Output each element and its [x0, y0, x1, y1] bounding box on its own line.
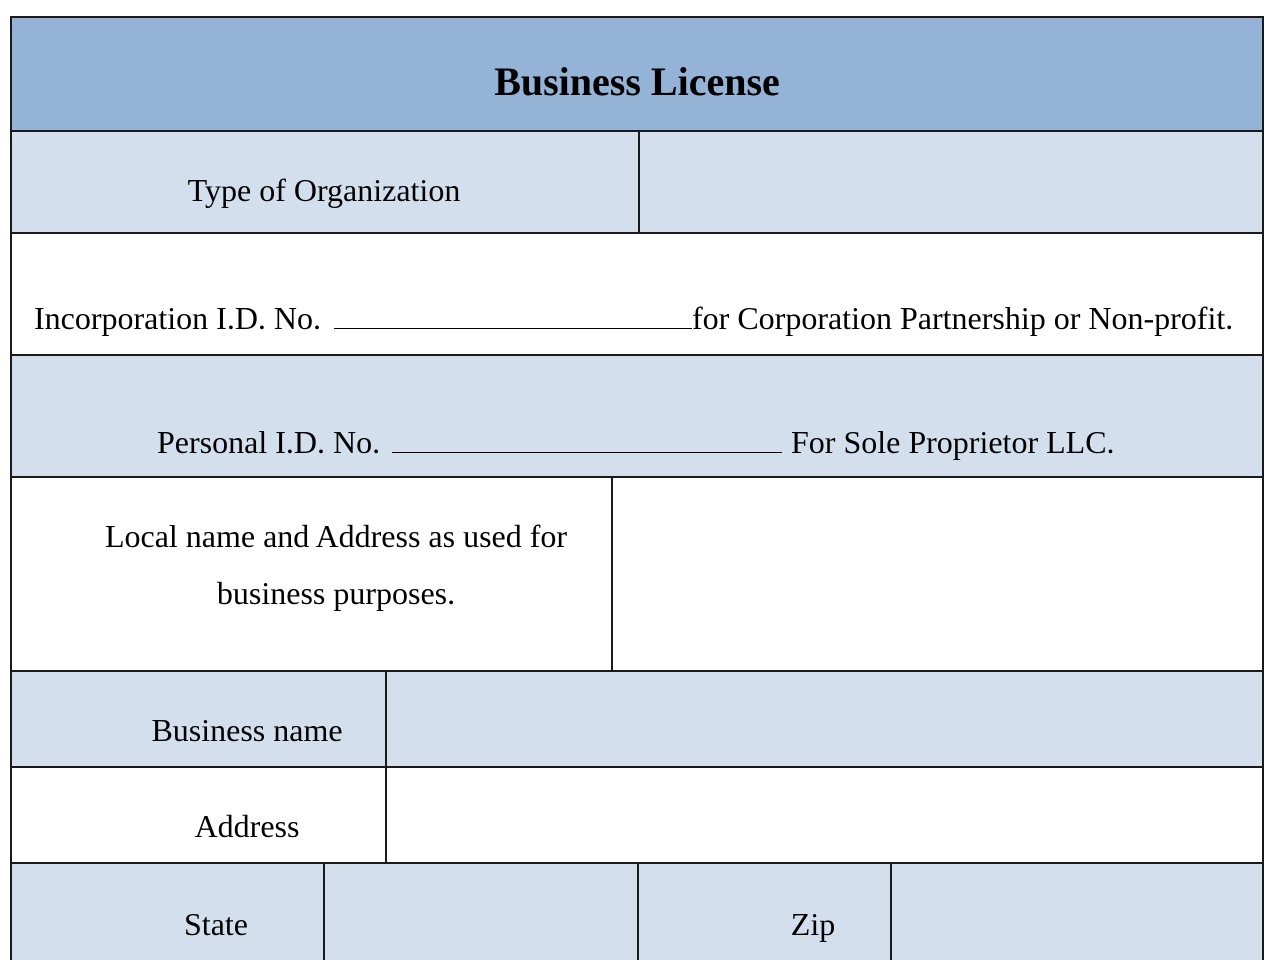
title-row	[10, 16, 1264, 132]
state-label: State	[184, 906, 248, 942]
state-field[interactable]	[323, 864, 639, 960]
business-name-label: Business name	[151, 712, 343, 748]
address-label: Address	[194, 808, 300, 844]
zip-label: Zip	[790, 906, 836, 942]
local-name-address-label-cell	[12, 478, 612, 670]
type-of-organization-row	[10, 132, 1264, 234]
state-zip-row	[10, 864, 1264, 960]
personal-id-field[interactable]	[392, 424, 782, 460]
business-name-row	[10, 672, 1264, 768]
personal-id-note: For Sole Proprietor LLC.	[791, 424, 1115, 460]
address-row	[10, 768, 1264, 864]
address-field[interactable]	[385, 768, 1262, 862]
local-name-address-label-line1: Local name and Address as used for	[104, 518, 568, 554]
zip-label-cell	[637, 864, 891, 960]
form-title: Business License	[494, 59, 780, 104]
personal-id-label: Personal I.D. No.	[157, 424, 381, 460]
address-label-cell	[12, 768, 386, 862]
incorporation-id-row	[10, 234, 1264, 356]
business-license-form	[10, 16, 1264, 960]
incorporation-id-label: Incorporation I.D. No.	[34, 300, 322, 336]
personal-id-underline	[392, 426, 782, 453]
type-of-organization-field[interactable]	[638, 132, 1262, 232]
type-of-organization-label: Type of Organization	[187, 172, 461, 208]
local-name-address-label-line2: business purposes.	[216, 575, 456, 611]
local-name-address-field[interactable]	[611, 478, 1262, 670]
incorporation-id-underline	[334, 302, 692, 329]
business-name-label-cell	[12, 672, 386, 766]
business-name-field[interactable]	[385, 672, 1262, 766]
incorporation-id-note: for Corporation Partnership or Non-profit.	[692, 300, 1234, 336]
zip-field[interactable]	[890, 864, 1262, 960]
type-of-organization-label-cell	[12, 132, 638, 232]
personal-id-row	[10, 356, 1264, 478]
state-label-cell	[12, 864, 324, 960]
local-name-address-label	[12, 508, 660, 622]
incorporation-id-field[interactable]	[334, 300, 692, 336]
local-name-address-row	[10, 478, 1264, 672]
